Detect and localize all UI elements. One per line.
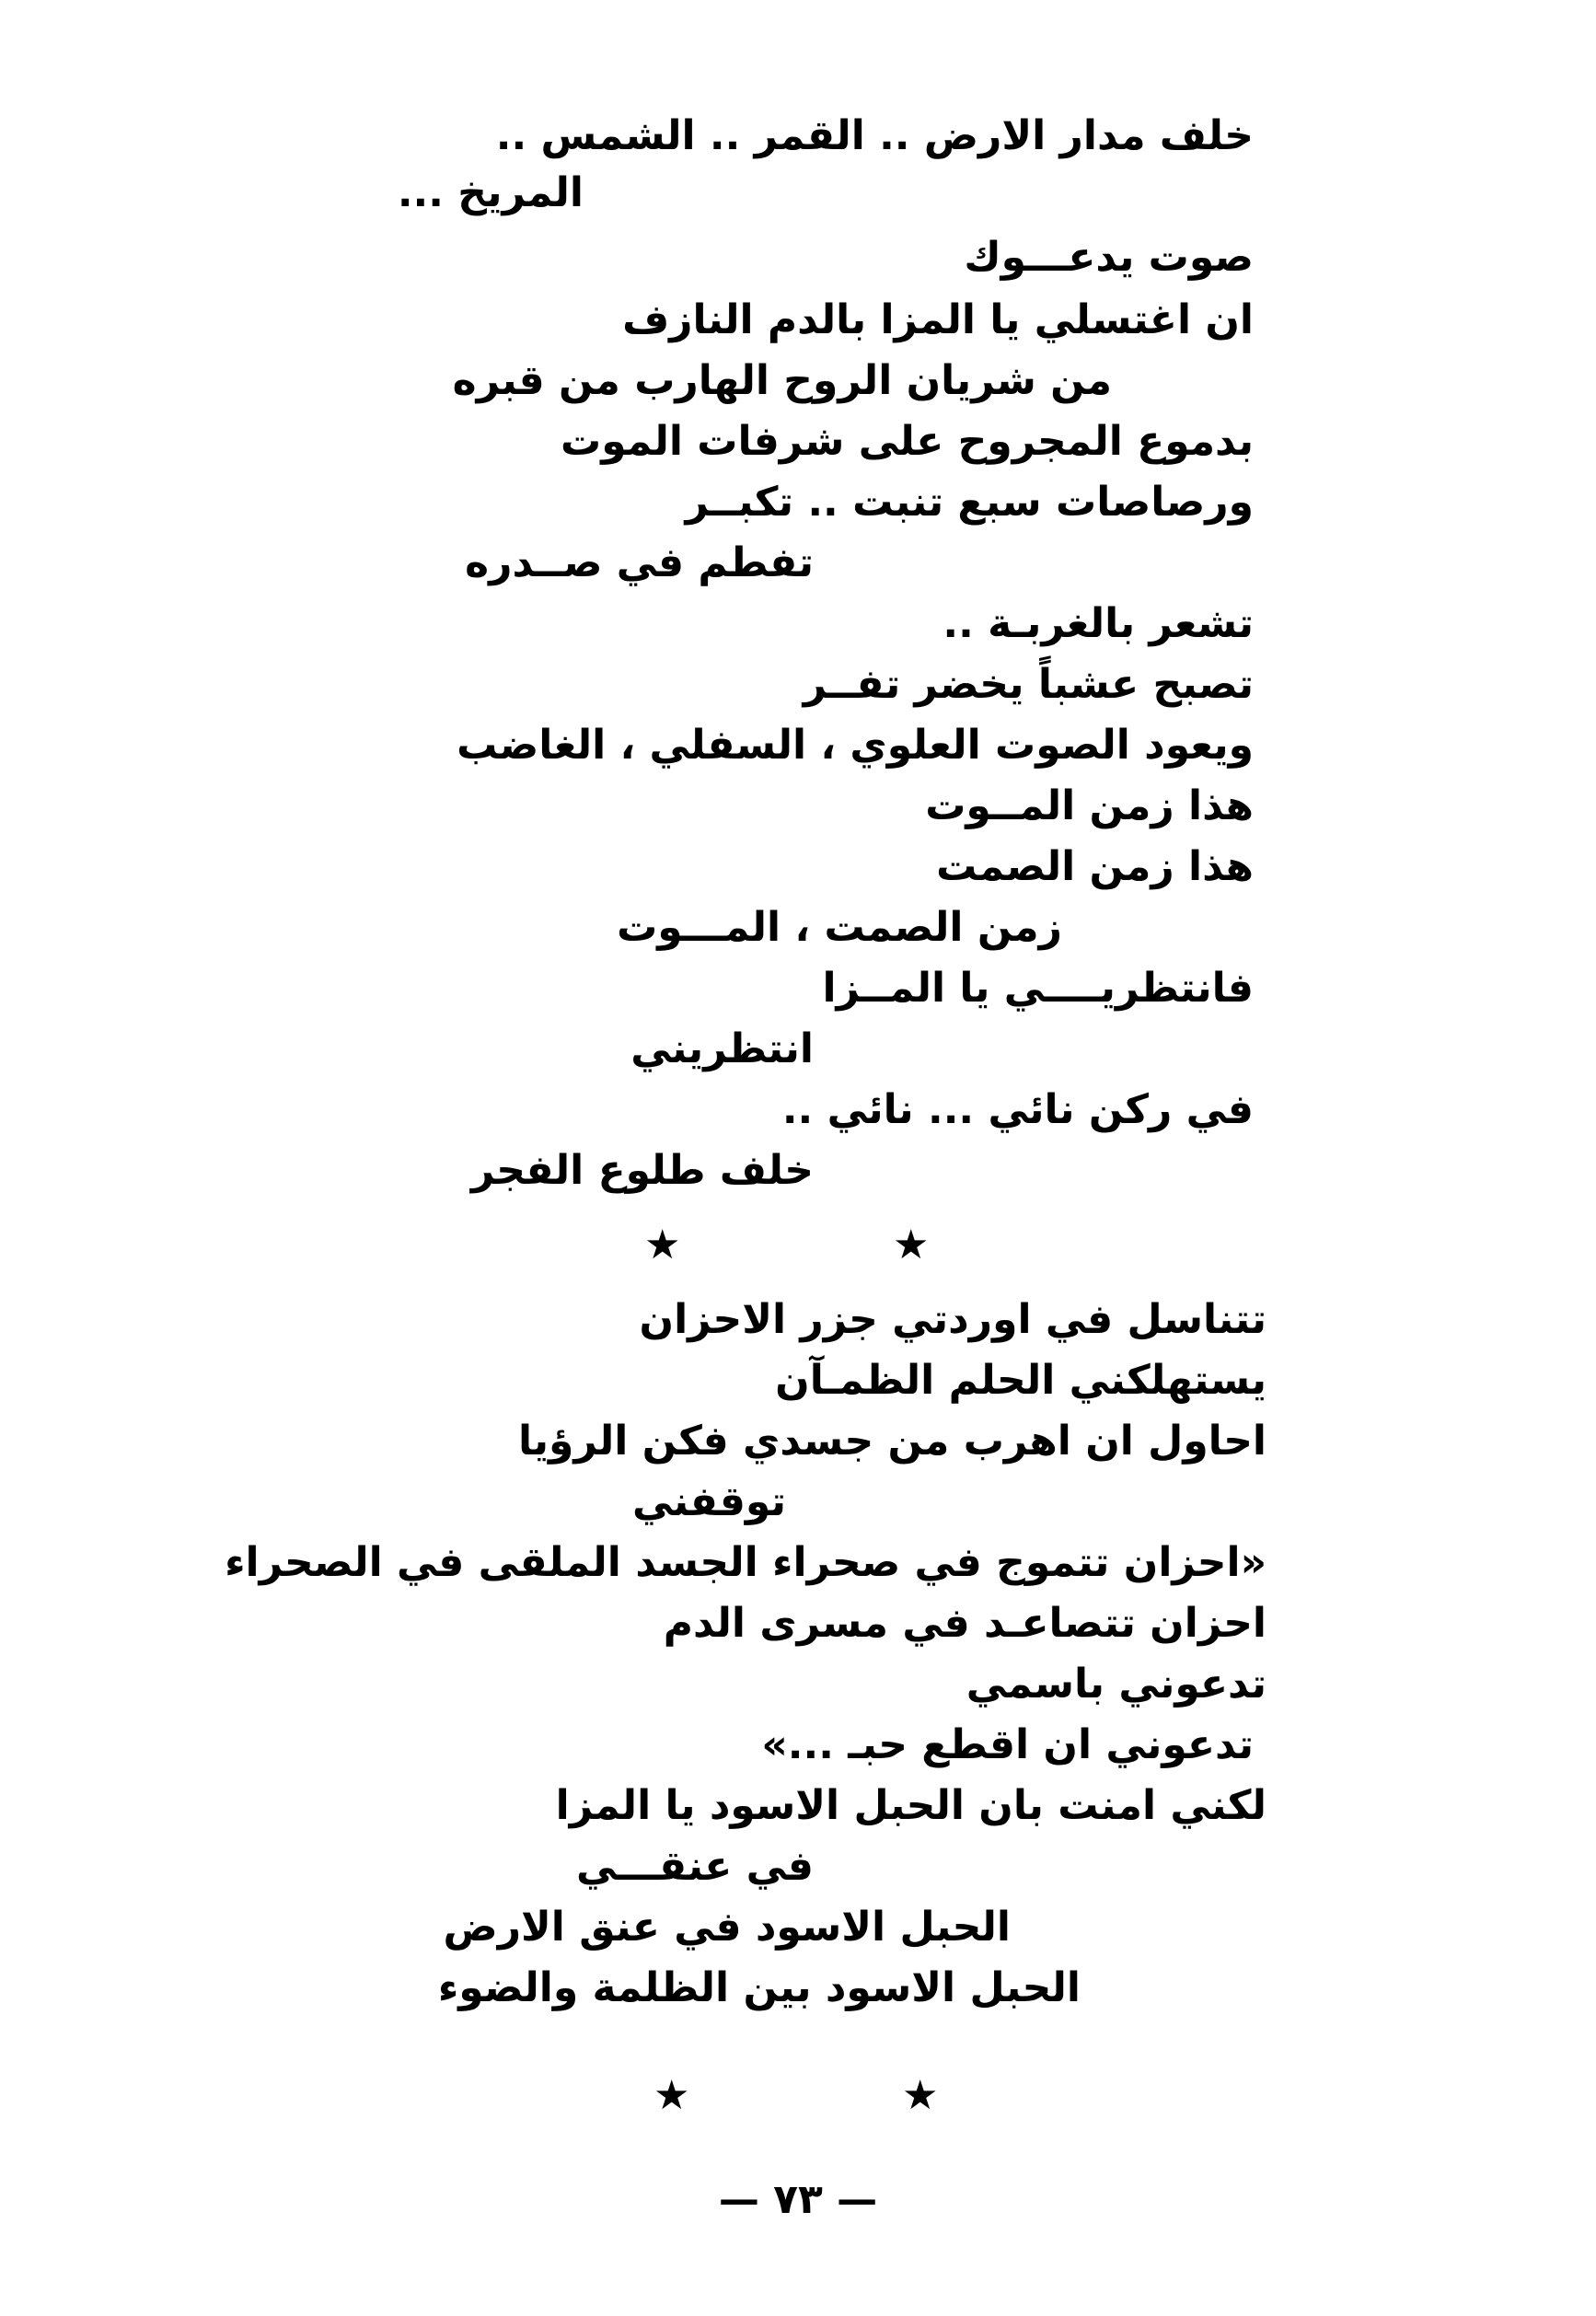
poem-line: تفطم في صــدره — [465, 539, 814, 586]
star-icon: ★ — [902, 2072, 939, 2119]
poem-line: زمن الصمت ، المـــوت — [617, 904, 1062, 951]
poem-line: تدعوني ان اقطع حبـ ...» — [761, 1721, 1254, 1768]
poem-line: ان اغتسلي يا المزا بالدم النازف — [622, 296, 1254, 343]
poem-line: تصبح عشباً يخضر تفــر — [803, 661, 1254, 708]
poem-line: خلف طلوع الفجر — [470, 1147, 814, 1194]
star-icon: ★ — [644, 1222, 681, 1268]
poem-line: تتناسل في اوردتي جزر الاحزان — [639, 1296, 1266, 1343]
poem-line: هذا زمن المــوت — [925, 782, 1254, 829]
poem-line: صوت يدعـــوك — [964, 234, 1254, 281]
poem-line: انتظريني — [630, 1025, 814, 1072]
page-number: — ٧٣ — — [718, 2176, 878, 2223]
poem-line: من شريان الروح الهارب من قبره — [452, 357, 1112, 404]
star-icon: ★ — [653, 2072, 690, 2119]
poem-line: تدعوني باسمي — [966, 1661, 1266, 1708]
star-icon: ★ — [893, 1222, 930, 1268]
poem-line: ورصاصات سبع تنبت .. تكبــر — [685, 479, 1254, 526]
poem-line: تشعر بالغربـة .. — [943, 600, 1254, 647]
section-divider — [0, 1222, 1596, 1268]
poem-line: الحبل الاسود بين الظلمة والضوء — [437, 1964, 1081, 2011]
poem-line: في ركن نائي ... نائي .. — [781, 1086, 1254, 1133]
poem-line: احاول ان اهرب من جسدي فكن الرؤيا — [518, 1418, 1266, 1465]
poem-line: خلف مدار الارض .. القمر .. الشمس .. — [495, 112, 1254, 159]
poem-line: توقفني — [631, 1478, 786, 1525]
poem-line: بدموع المجروح على شرفات الموت — [561, 418, 1254, 465]
section-divider — [0, 2073, 1596, 2119]
poem-line: الحبل الاسود في عنق الارض — [443, 1904, 1011, 1951]
poem-line: في عنقـــي — [576, 1843, 814, 1890]
poem-line: لكني امنت بان الحبل الاسود يا المزا — [555, 1782, 1266, 1829]
poem-line: فانتظريــــي يا المــزا — [822, 965, 1254, 1012]
poem-line: المريخ ... — [397, 169, 584, 216]
poem-line: احزان تتصاعـد في مسرى الدم — [663, 1600, 1266, 1647]
poem-line: «احزان تتموج في صحراء الجسد الملقى في الصحراء — [225, 1539, 1266, 1586]
poem-line: ويعود الصوت العلوي ، السفلي ، الغاضب — [457, 722, 1254, 769]
poem-line: يستهلكني الحلم الظمـآن — [775, 1357, 1266, 1404]
poem-line: هذا زمن الصمت — [936, 843, 1254, 890]
